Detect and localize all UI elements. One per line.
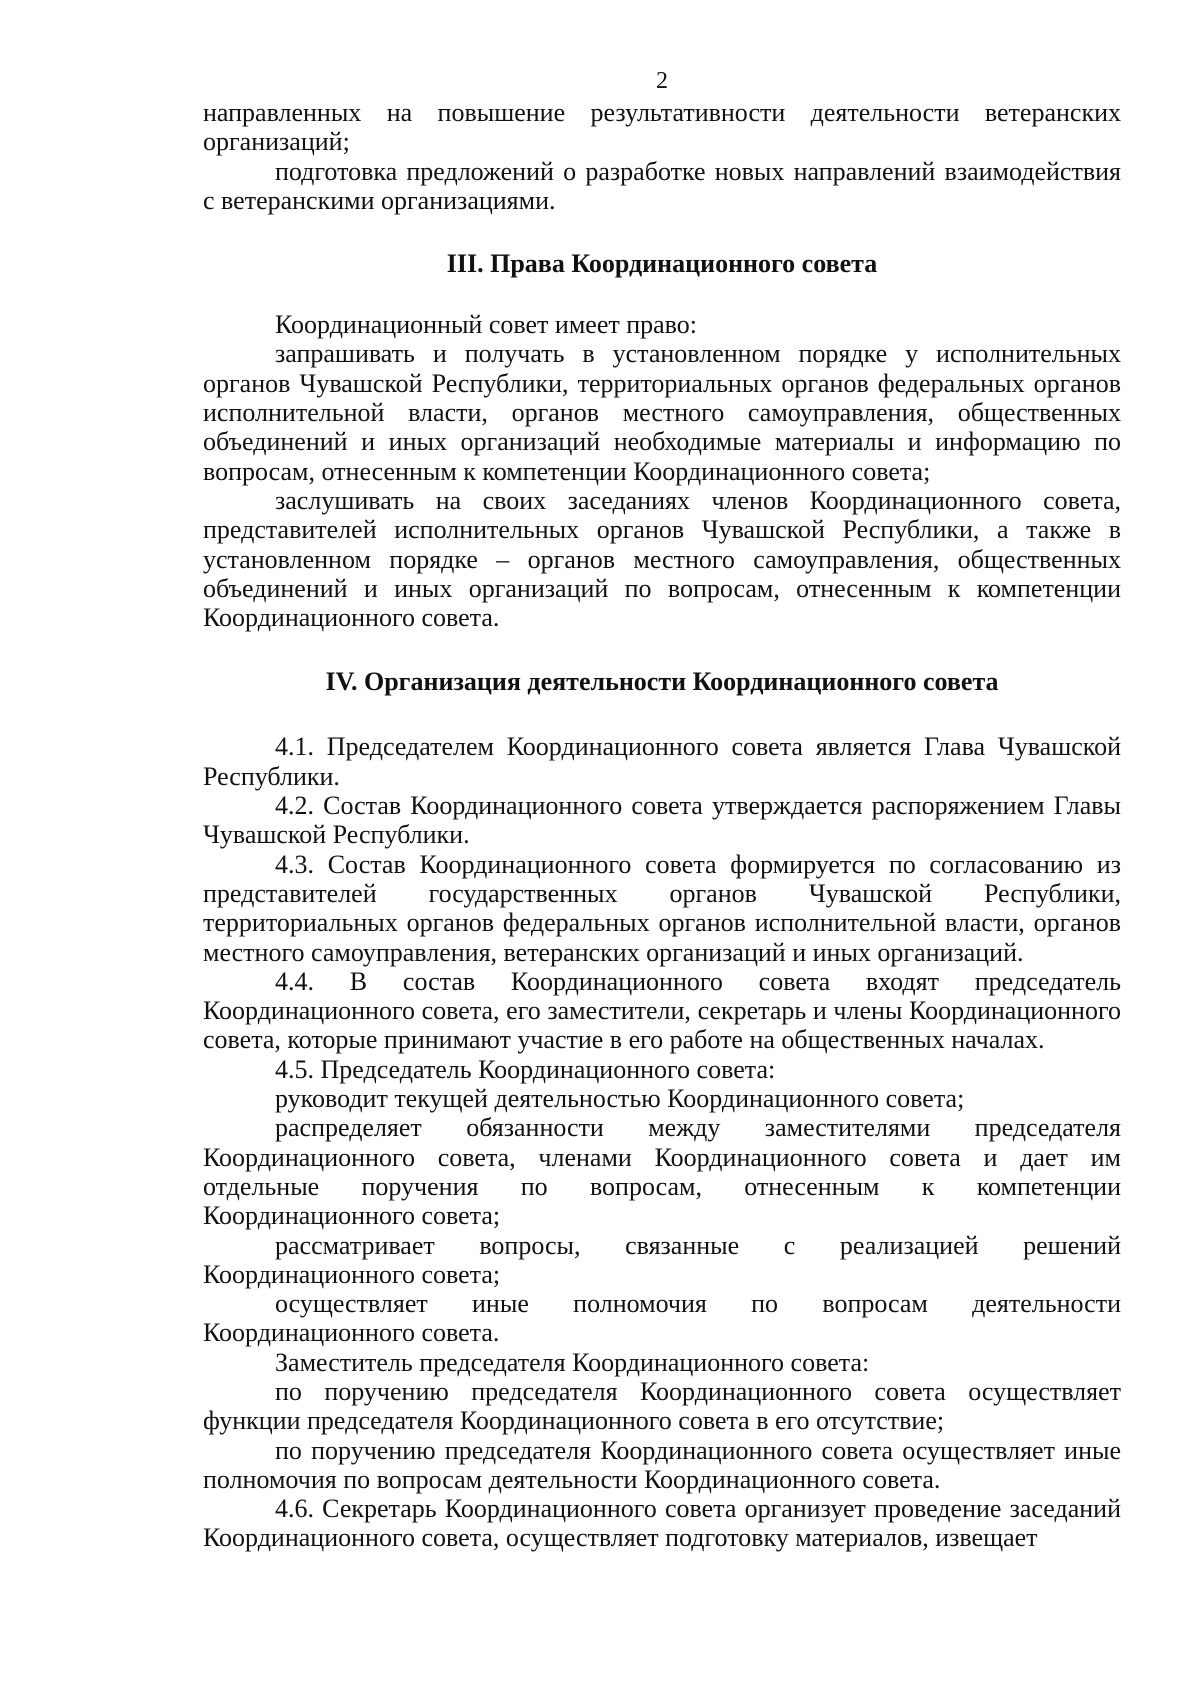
document-page — [203, 66, 1121, 1553]
section-3-body — [203, 310, 1121, 632]
page-number: 2 — [656, 68, 668, 94]
intro-block — [203, 98, 1121, 215]
section-3-paragraph: заслушивать на своих заседаниях членов Координационного совета, представителей исполнительных органов Чувашской Республики, а также в установленном порядке – органов местного самоуправления, общественных объединений и иных организаций по вопросам, отнесенным к компетенции Координационного совета. — [203, 485, 1121, 633]
section-3-paragraph: Координационный совет имеет право: — [275, 310, 697, 340]
intro-paragraph: подготовка предложений о разработке новых направлений взаимодействия с ветеранскими организациями. — [203, 156, 1121, 215]
section-4-paragraph: рассматривает вопросы, связанные с реализацией решений Координационного совета; — [203, 1230, 1121, 1289]
section-4-paragraph: 4.1. Председателем Координационного совета является Глава Чувашской Республики. — [203, 732, 1121, 791]
section-3-paragraph: запрашивать и получать в установленном порядке у исполнительных органов Чувашской Республики, территориальных органов федеральных органов исполнительной власти, органов местного самоуправления, общественных объединений и иных организаций необходимые материалы и информацию по вопросам, отнесенным к компетенции Координационного совета; — [203, 339, 1121, 486]
section-4-paragraph: 4.6. Секретарь Координационного совета организует проведение заседаний Координационного совета, осуществляет подготовку материалов, извещает — [203, 1494, 1121, 1553]
section-3-heading: III. Права Координационного совета — [446, 249, 878, 279]
section-4-paragraph: руководит текущей деятельностью Координационного совета; — [275, 1084, 965, 1114]
section-4-paragraph: 4.2. Состав Координационного совета утверждается распоряжением Главы Чувашской Республики. — [203, 791, 1121, 850]
section-4-paragraph: Заместитель председателя Координационного совета: — [275, 1347, 870, 1377]
section-4-paragraph: осуществляет иные полномочия по вопросам деятельности Координационного совета. — [203, 1289, 1121, 1348]
section-4-paragraph: по поручению председателя Координационного совета осуществляет функции председателя Координационного совета в его отсутствие; — [203, 1376, 1121, 1436]
section-4-paragraph: по поручению председателя Координационного совета осуществляет иные полномочия по вопросам деятельности Координационного совета. — [203, 1435, 1121, 1494]
section-4-body — [203, 732, 1121, 1552]
intro-paragraph-continuation: направленных на повышение результативности деятельности ветеранских организаций; — [203, 98, 1121, 157]
section-4-paragraph: 4.3. Состав Координационного совета формируется по согласованию из представителей государственных органов Чувашской Республики, территориальных органов федеральных органов исполнительной власти, органов местного самоуправления, ветеранских организаций и иных организаций. — [203, 849, 1121, 967]
section-4-paragraph: 4.5. Председатель Координационного совета: — [275, 1054, 776, 1084]
section-4-heading: IV. Организация деятельности Координационного совета — [325, 667, 999, 697]
section-4-paragraph: 4.4. В состав Координационного совета входят председатель Координационного совета, его заместители, секретарь и члены Координационного совета, которые принимают участие в его работе на общественных началах. — [203, 966, 1121, 1055]
section-4-paragraph: распределяет обязанности между заместителями председателя Координационного совета, членами Координационного совета и дает им отдельные поручения по вопросам, отнесенным к компетенции Координационного совета; — [203, 1113, 1121, 1231]
